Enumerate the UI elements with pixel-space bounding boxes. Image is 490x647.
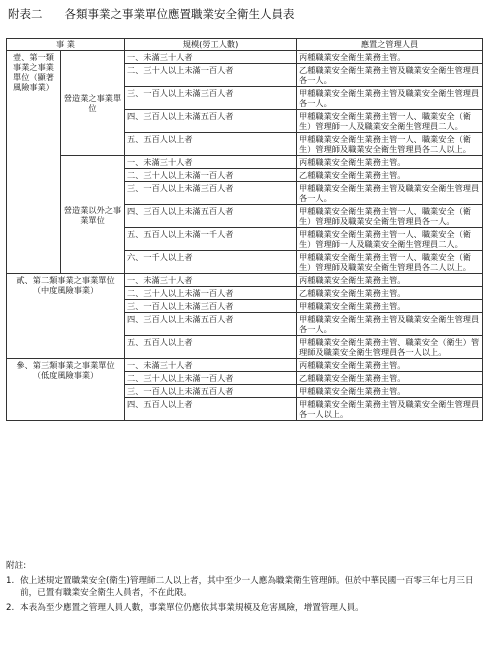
subgroup-cell: 營造業之事業單位 — [61, 51, 125, 156]
personnel-cell: 甲種職業安全衛生業務主管一人、職業安全（衛生）管理師一人及職業安全衛生管理員二人。 — [297, 110, 483, 133]
table-title — [8, 6, 482, 22]
note-text: 本表為至少應置之管理人員人數，事業單位仍應依其事業規模及危害風險，增置管理人員。 — [20, 602, 364, 613]
personnel-cell: 丙種職業安全衛生業務主管。 — [297, 51, 483, 64]
scale-cell: 五、五百人以上未滿一千人者 — [125, 228, 297, 251]
scale-cell: 一、未滿三十人者 — [125, 359, 297, 372]
table-header-row — [7, 39, 483, 51]
personnel-cell: 甲種職業安全衛生業務主管及職業安全衛生管理員各一人。 — [297, 313, 483, 336]
scale-cell: 五、五百人以上者 — [125, 133, 297, 156]
scale-cell: 三、一百人以上未滿五百人者 — [125, 385, 297, 398]
header-scale: 規模(勞工人數) — [125, 39, 297, 51]
table-title-text: 各類事業之事業單位應置職業安全衛生人員表 — [64, 7, 295, 21]
notes-section — [6, 560, 482, 614]
scale-cell: 六、一千人以上者 — [125, 251, 297, 274]
personnel-cell: 丙種職業安全衛生業務主管。 — [297, 156, 483, 169]
category-cell: 貳、第二類事業之事業單位（中度風險事業） — [7, 274, 125, 359]
personnel-cell: 甲種職業安全衛生業務主管一人、職業安全（衛生）管理師及職業安全衛生管理員各一人。 — [297, 205, 483, 228]
table-row — [7, 274, 483, 287]
note-number: 1. — [6, 575, 15, 586]
scale-cell: 二、三十人以上未滿一百人者 — [125, 169, 297, 182]
header-business: 事 業 — [7, 39, 125, 51]
personnel-table — [6, 38, 483, 421]
subgroup-cell: 營造業以外之事業單位 — [61, 156, 125, 274]
note-number: 2. — [6, 602, 15, 613]
scale-cell: 五、五百人以上者 — [125, 336, 297, 359]
personnel-cell: 乙種職業安全衛生業務主管及職業安全衛生管理員各一人。 — [297, 64, 483, 87]
table-row — [7, 156, 483, 169]
personnel-cell: 乙種職業安全衛生業務主管。 — [297, 372, 483, 385]
scale-cell: 一、未滿三十人者 — [125, 274, 297, 287]
scale-cell: 三、一百人以上未滿三百人者 — [125, 300, 297, 313]
scale-cell: 二、三十人以上未滿一百人者 — [125, 287, 297, 300]
scale-cell: 二、三十人以上未滿一百人者 — [125, 372, 297, 385]
personnel-cell: 甲種職業安全衛生業務主管及職業安全衛生管理員各一人。 — [297, 182, 483, 205]
note-text: 依上述規定置職業安全(衛生)管理師二人以上者，其中至少一人應為職業衛生管理師。但於中華民國一百零三年七月三日前，已置有職業安全衛生人員者，不在此限。 — [20, 575, 474, 598]
notes-heading: 附註: — [6, 561, 27, 571]
personnel-cell: 乙種職業安全衛生業務主管。 — [297, 287, 483, 300]
category-cell: 壹、第一類事業之事業單位（顯著風險事業） — [7, 51, 61, 274]
category-cell: 參、第三類事業之事業單位（低度風險事業） — [7, 359, 125, 421]
personnel-cell: 甲種職業安全衛生業務主管及職業安全衛生管理員各一人。 — [297, 87, 483, 110]
personnel-cell: 甲種職業安全衛生業務主管及職業安全衛生管理員各一人以上。 — [297, 398, 483, 421]
table-row — [7, 51, 483, 64]
scale-cell: 四、三百人以上未滿五百人者 — [125, 205, 297, 228]
personnel-cell: 乙種職業安全衛生業務主管。 — [297, 169, 483, 182]
note-item — [6, 575, 482, 600]
scale-cell: 四、三百人以上未滿五百人者 — [125, 313, 297, 336]
scale-cell: 四、三百人以上未滿五百人者 — [125, 110, 297, 133]
personnel-cell: 甲種職業安全衛生業務主管。 — [297, 385, 483, 398]
table-row — [7, 359, 483, 372]
scale-cell: 一、未滿三十人者 — [125, 156, 297, 169]
note-item — [6, 602, 482, 615]
scale-cell: 四、五百人以上者 — [125, 398, 297, 421]
personnel-cell: 甲種職業安全衛生業務主管一人、職業安全（衛生）管理師及職業安全衛生管理員各二人以上。 — [297, 133, 483, 156]
scale-cell: 三、一百人以上未滿三百人者 — [125, 87, 297, 110]
personnel-cell: 甲種職業安全衛生業務主管、職業安全（衛生）管理師及職業安全衛生管理員各一人以上。 — [297, 336, 483, 359]
scale-cell: 二、三十人以上未滿一百人者 — [125, 64, 297, 87]
personnel-cell: 甲種職業安全衛生業務主管一人、職業安全（衛生）管理師及職業安全衛生管理員各二人以上。 — [297, 251, 483, 274]
personnel-cell: 甲種職業安全衛生業務主管一人、職業安全（衛生）管理師一人及職業安全衛生管理員二人。 — [297, 228, 483, 251]
scale-cell: 一、未滿三十人者 — [125, 51, 297, 64]
personnel-cell: 甲種職業安全衛生業務主管。 — [297, 300, 483, 313]
table-title-label: 附表二 — [8, 7, 43, 21]
personnel-cell: 丙種職業安全衛生業務主管。 — [297, 359, 483, 372]
header-personnel: 應置之管理人員 — [297, 39, 483, 51]
personnel-cell: 丙種職業安全衛生業務主管。 — [297, 274, 483, 287]
scale-cell: 三、一百人以上未滿三百人者 — [125, 182, 297, 205]
